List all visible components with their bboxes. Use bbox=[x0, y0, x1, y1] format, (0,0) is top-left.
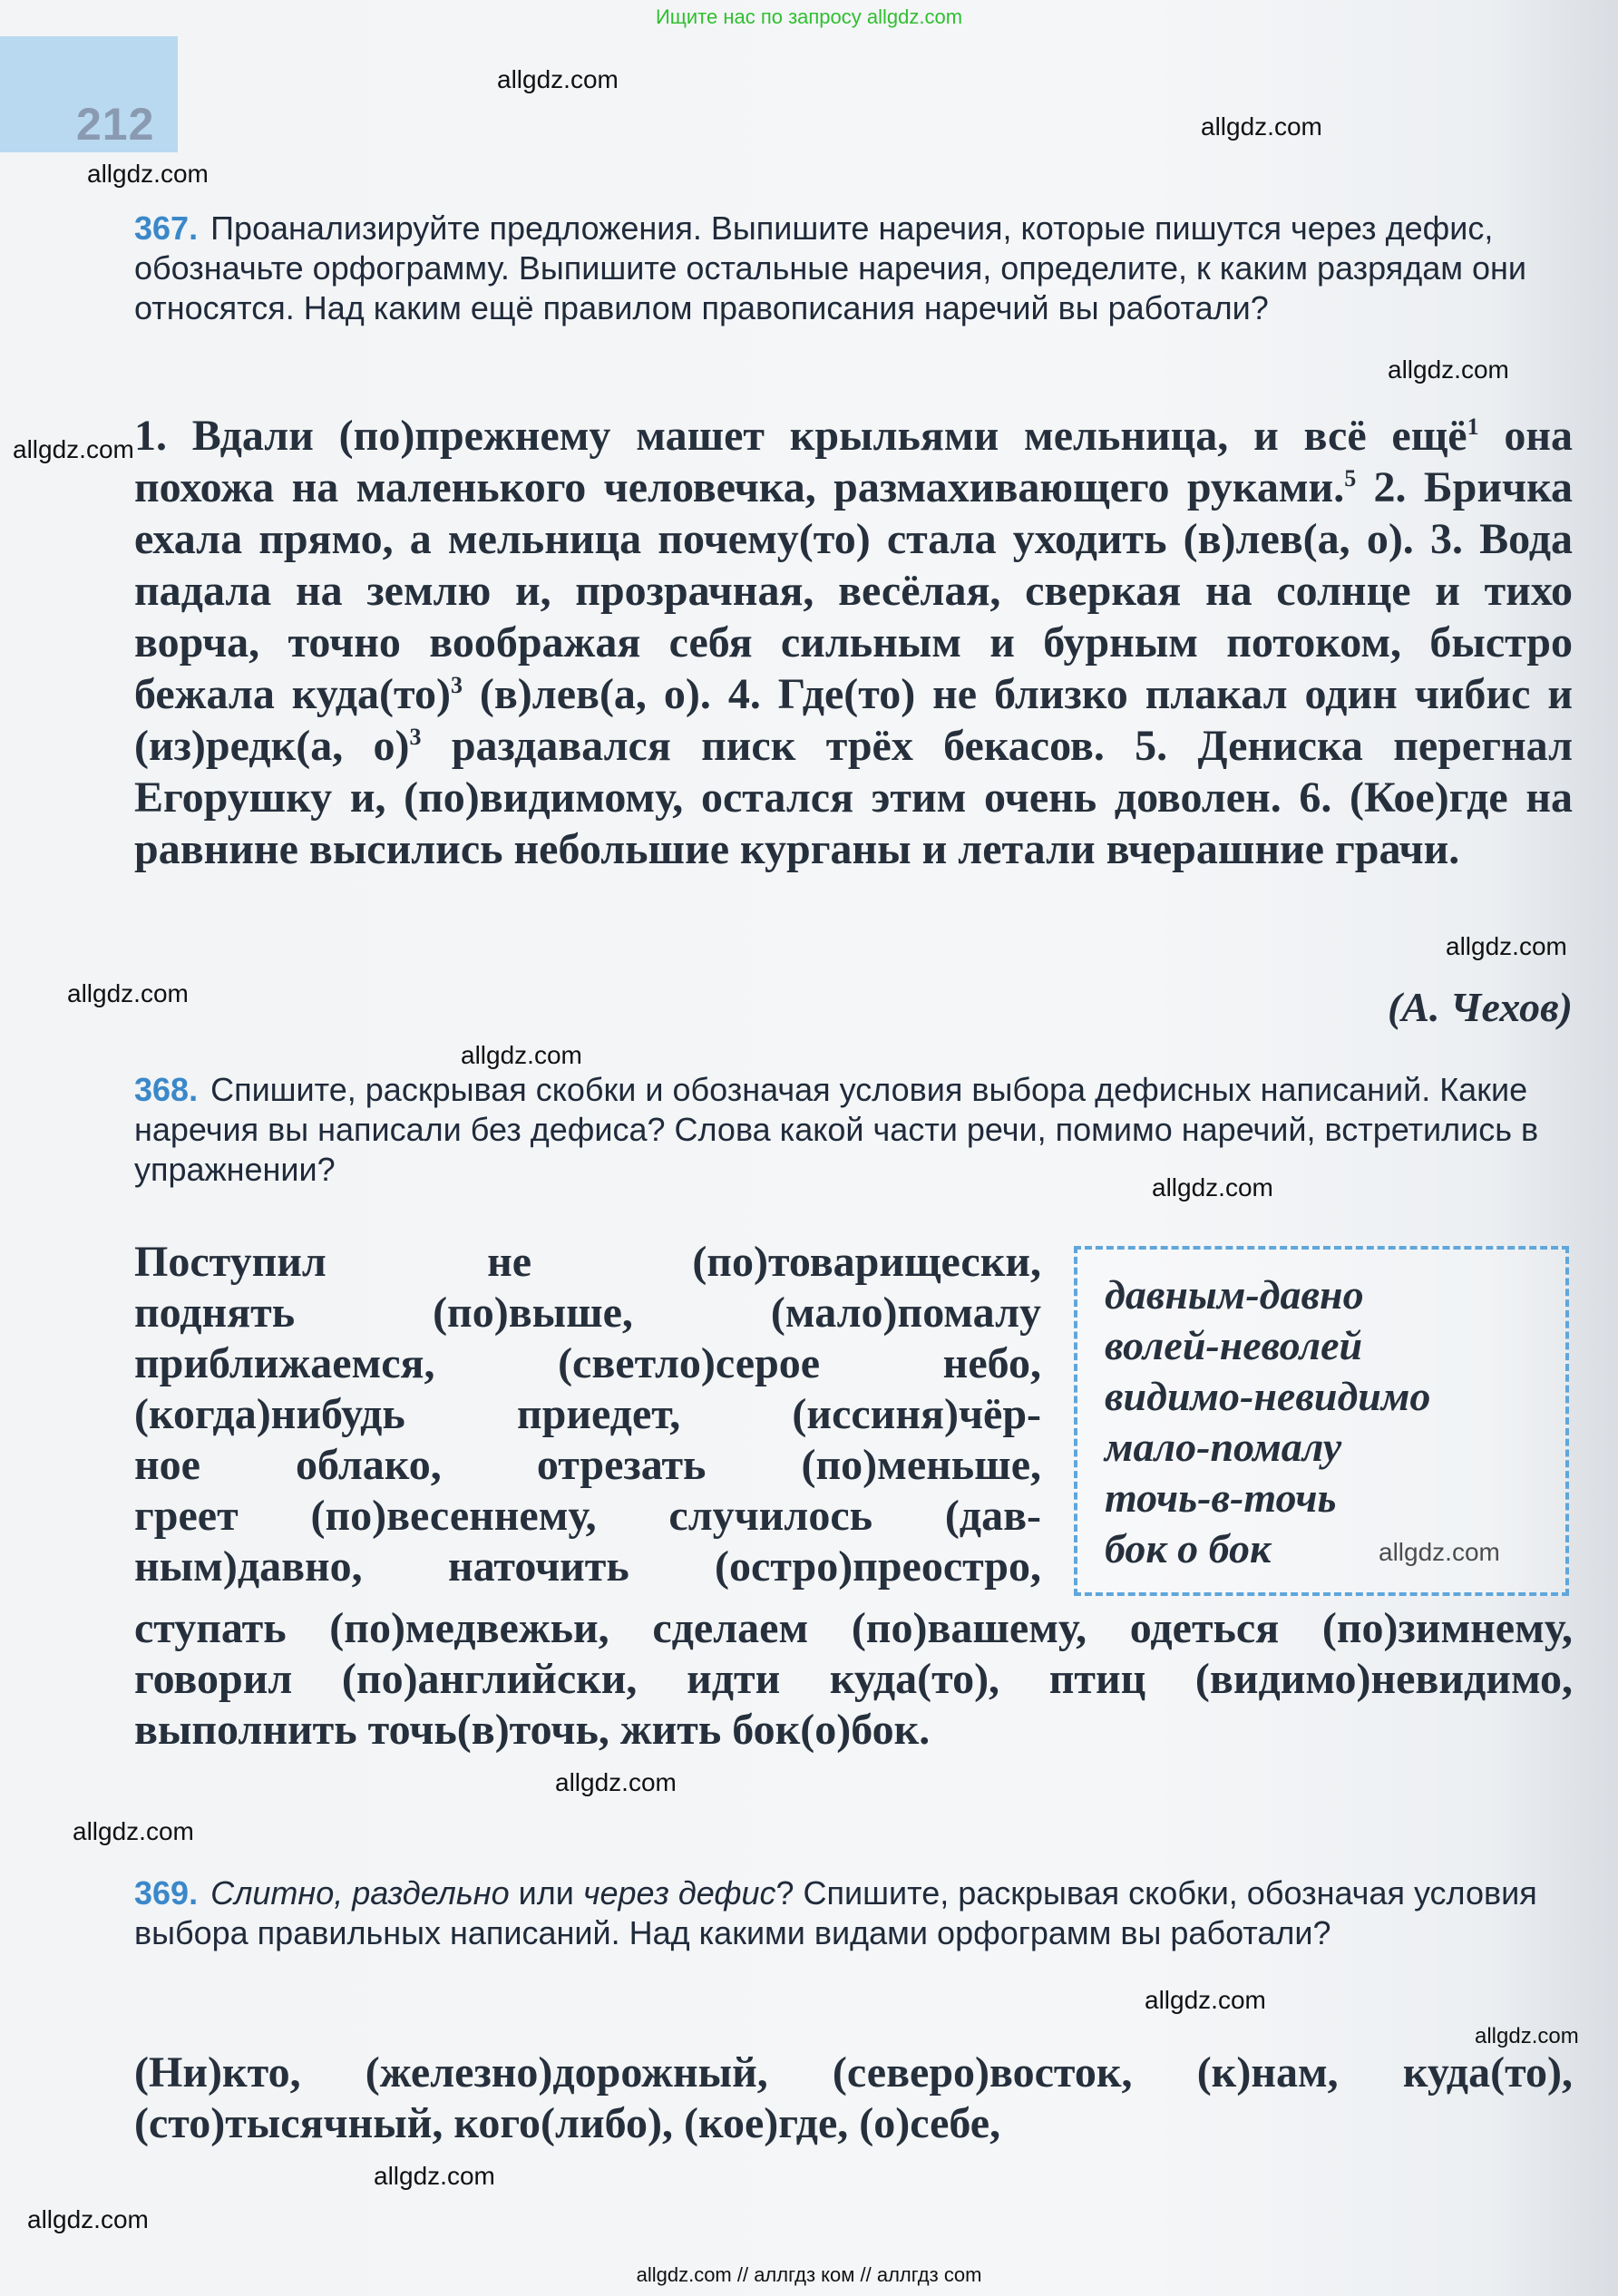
text-line: греет (по)весеннему, случилось (дав- bbox=[134, 1492, 1041, 1540]
exercise-367-text bbox=[134, 410, 1573, 875]
watermark: allgdz.com bbox=[1475, 2024, 1579, 2048]
orthogram-mark: 5 bbox=[1344, 465, 1357, 491]
page-number: 212 bbox=[76, 99, 155, 150]
reference-word: бок о бок bbox=[1105, 1525, 1272, 1571]
watermark: allgdz.com bbox=[87, 160, 209, 188]
orthogram-mark: 1 bbox=[1467, 413, 1479, 440]
task-italic: через дефис bbox=[582, 1874, 776, 1912]
sentence-1a: 1. Вдали (по)прежнему машет крыльями мельница, и всё ещё bbox=[134, 412, 1467, 460]
exercise-369-text: (Ни)кто, (железно)дорожный, (северо)восток, (к)нам, куда(то), (сто)тысячный, кого(либо), (кое)где, (о)себе, bbox=[134, 2048, 1573, 2147]
task-text: ? Спишите, раскрывая скобки, обозначая условия выбора правильных написаний. Над какими видами орфограмм вы работали? bbox=[134, 1874, 1537, 1951]
exercise-368-left-column bbox=[134, 1237, 1041, 1592]
text-line: ное облако, отрезать (по)меньше, bbox=[134, 1441, 1041, 1489]
watermark: allgdz.com bbox=[1152, 1173, 1273, 1202]
watermark: allgdz.com bbox=[1201, 112, 1322, 141]
reference-word: мало-помалу bbox=[1105, 1424, 1342, 1470]
task-text: или bbox=[509, 1874, 583, 1912]
watermark: allgdz.com bbox=[13, 435, 134, 463]
watermark: allgdz.com bbox=[1379, 1538, 1500, 1566]
watermark: allgdz.com bbox=[374, 2162, 495, 2190]
watermark: allgdz.com bbox=[67, 979, 189, 1007]
text-line: ным)давно, наточить (остро)преостро, bbox=[134, 1542, 1041, 1591]
bottom-banner: allgdz.com // аллгдз ком // аллгдз com bbox=[636, 2263, 982, 2286]
exercise-368-text-rest: ступать (по)медвежьи, сделаем (по)вашему, одеться (по)зимнему, говорил (по)английски, идти куда(то), птиц (видимо)невидимо, выполнить точь(в)точь, жить бок(о)бок. bbox=[134, 1604, 1573, 1754]
watermark: allgdz.com bbox=[1388, 355, 1509, 384]
task-italic: Слитно, раздельно bbox=[210, 1874, 510, 1912]
watermark: allgdz.com bbox=[497, 65, 619, 93]
orthogram-mark: 3 bbox=[409, 724, 422, 750]
watermark: allgdz.com bbox=[555, 1768, 677, 1796]
sentences-4-6: раздавался писк трёх бекасов. 5. Дениска перегнал Егорушку и, (по)видимому, остался этим очень доволен. 6. (Кое)где на равнине высились небольшие курганы и летали вчерашние грачи. bbox=[134, 722, 1573, 873]
watermark: allgdz.com bbox=[461, 1041, 582, 1069]
sentence-1b: она похожа на маленького человечка, размахивающего руками. bbox=[134, 412, 1574, 511]
sentences-2-3: 2. Бричка ехала прямо, а мельница почему(то) стала уходить (в)лев(а, о). 3. Вода падала на землю и, прозрачная, весёлая, сверкая на солнце и тихо ворча, точно воображая себя сильным и бурным потоком, быстро бежала куда(то) bbox=[134, 463, 1573, 718]
author: (А. Чехов) bbox=[1388, 984, 1573, 1030]
reference-word: точь-в-точь bbox=[1105, 1474, 1337, 1521]
orthogram-mark: 3 bbox=[450, 672, 463, 698]
reference-word: давным-давно bbox=[1105, 1271, 1364, 1318]
text-line: приближаемся, (светло)серое небо, bbox=[134, 1339, 1041, 1387]
exercise-number: 368. bbox=[134, 1071, 199, 1108]
watermark: allgdz.com bbox=[1446, 932, 1567, 960]
exercise-368-task bbox=[134, 1070, 1573, 1190]
watermark: allgdz.com bbox=[1145, 1986, 1266, 2014]
top-banner: Ищите нас по запросу allgdz.com bbox=[655, 5, 963, 28]
task-text: Проанализируйте предложения. Выпишите наречия, которые пишутся через дефис, обозначьте орфограмму. Выпишите остальные наречия, определите, к каким разрядам они относятся. Над каким ещё правилом правописания наречий вы работали? bbox=[134, 209, 1527, 326]
exercise-367-task bbox=[134, 209, 1573, 328]
text-line: (когда)нибудь приедет, (иссиня)чёр- bbox=[134, 1390, 1041, 1438]
sentences-3-4: (в)лев(а, о). 4. Где(то) не близко плакал один чибис и (из)редк(а, о) bbox=[134, 670, 1573, 770]
text-line: поднять (по)выше, (мало)помалу bbox=[134, 1289, 1041, 1337]
watermark: allgdz.com bbox=[73, 1817, 194, 1845]
reference-words-box bbox=[1074, 1246, 1569, 1596]
reference-word: волей-неволей bbox=[1105, 1322, 1363, 1368]
reference-word: видимо-невидимо bbox=[1105, 1373, 1431, 1419]
exercise-369-task bbox=[134, 1873, 1573, 1953]
task-text: Спишите, раскрывая скобки и обозначая условия выбора дефисных написаний. Какие наречия вы написали без дефиса? Слова какой части речи, помимо наречий, встретились в упражнении? bbox=[134, 1071, 1539, 1188]
text-line: Поступил не (по)товарищески, bbox=[134, 1238, 1041, 1286]
exercise-number: 367. bbox=[134, 209, 199, 247]
exercise-number: 369. bbox=[134, 1874, 199, 1912]
watermark: allgdz.com bbox=[27, 2205, 149, 2233]
